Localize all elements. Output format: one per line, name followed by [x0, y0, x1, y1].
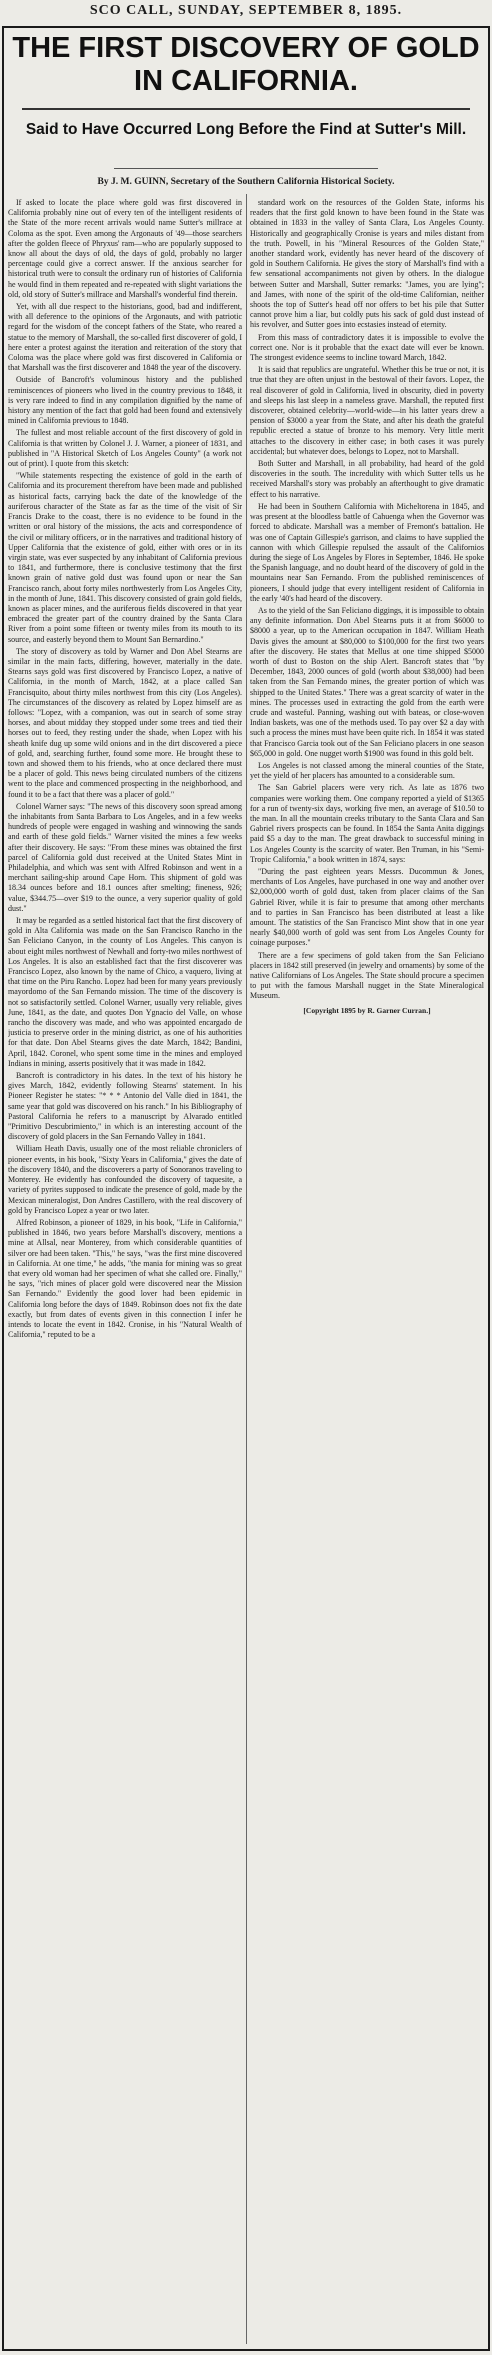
paragraph: The story of discovery as told by Warner and Don Abel Stearns are similar in the main facts, differing, however, materially in the date. Stearns says gold was first discovered by Francisco Lopez, a native of California, in the month of March, 1842, at a place called San Francisquito, about thirty miles northwest from this city (Los Angeles). The circumstances of the discovery as related by Lopez himself are as follows: "Lopez, with a companion, was out in search of some stray horses, and about midday they stopped under some trees and tied their horses out to feed, they resting under the shade, when Lopez with his sheath knife dug up some wild onions and in the dirt discovered a piece of gold, and, searching further, found some more. He brought these to town and showed them to his friends, who at once declared there must be a placer of gold. This news being circulated numbers of the citizens went to the place and commenced prospecting in the neighborhood, and found it to be a fact that there was a placer of gold.": [8, 646, 242, 799]
paragraph: Yet, with all due respect to the historians, good, bad and indifferent, with all deference to the opinions of the Argonauts, and with patriotic regard for the wisdom of the concept fathers of the State, who reared a statue to the memory of Marshall, the so-called first discoverer of gold, I here enter a protest against the iteration and reiteration of the story that Coloma was the place where gold was first discovered in California or that Marshall was the first discoverer and 1848 the year of the discovery.: [8, 302, 242, 373]
paragraph: Alfred Robinson, a pioneer of 1829, in his book, "Life in California," published in 1846, two years before Marshall's discovery, mentions a mine at Allsal, near Monterey, from which considerable quantities of silver ore had been taken. "This," he says, "was the first mine discovered in California. At one time," he adds, "the mania for mining was so great that every old woman had her specimen of what she called ore. Finally," he says, "rich mines of placer gold were discovered near the Mission San Fernando." Evidently the good lover had been epidemic in California long before the days of 1849. Robinson does not fix the date exactly, but from dates of events given in this connection I infer he intends to locate the event in 1842. Cronise, in his "Natural Wealth of California," reputed to be a: [8, 1217, 242, 1340]
subheadline-rule: [114, 168, 378, 169]
paragraph: He had been in Southern California with Micheltorena in 1845, and was present at the bloodless battle of Cahuenga when the Governor was forced to abdicate. Marshall was a member of Fremont's battalion. He was one of Captain Gillespie's garrison, and claims to have supplied the cannon with which Gillespie repulsed the assault of the Californios during the siege of Los Angeles by Flores in September, 1846. He spoke the Spanish language, and no doubt heard of the discovery of gold in the mountains near San Fernando. From the published reminiscences of pioneers, I should judge that every intelligent resident of California in the early '40's had heard of the discovery.: [250, 501, 484, 603]
copyright-notice: [Copyright 1895 by R. Garner Curran.]: [303, 1005, 431, 1015]
paragraph: From this mass of contradictory dates it is impossible to evolve the correct one. Nor is it probable that the exact date will ever be known. The strongest evidence seems to incline toward March, 1842.: [250, 332, 484, 363]
headline-rule: [22, 108, 470, 110]
headline: THE FIRST DISCOVERY OF GOLD IN CALIFORNIA.: [12, 32, 480, 97]
subheadline: Said to Have Occurred Long Before the Find at Sutter's Mill.: [25, 121, 467, 138]
paragraph: Outside of Bancroft's voluminous history and the published reminiscences of pioneers who lived in the country previous to 1848, it is very rare indeed to find in any compilation dignified by the name of history any mention of the fact that gold had been found and extensively mined in California previous to 1848.: [8, 375, 242, 426]
paragraph: Bancroft is contradictory in his dates. In the text of his history he gives March, 1842, evidently following Stearns' statement. In his Pioneer Register he states: "* * * Antonio del Valle died in 1841, the same year that gold was discovered on his ranch." In his Bibliography of Pastoral California he refers to a manuscript by Alvarado entitled "Primitivo Descubrimiento," in which is an interesting account of the discovery of gold placers in the San Fernando Valley in 1841.: [8, 1071, 242, 1142]
paragraph: It may be regarded as a settled historical fact that the first discovery of gold in Alta California was made on the San Francisco Rancho in the San Feliciano Canyon, in the county of Los Angeles. This canyon is about eight miles northwest of Newhall and forty-two miles northwest of Los Angeles. It is also an established fact that the first discoverer was Francisco Lopez, also known by the name of Chico, a vaquero, living at that time on the Piru Rancho. Lopez had been for many years previously mayordomo of the San Fernando mission. The time of the discovery is not so satisfactorily settled. Colonel Warner, usually very reliable, gives June, 1841, as the date, and quotes Don Ygnacio del Valle, on whose rancho the discovery was made, and who was appointed encargado de justicia to preserve order in the mining district, as one of his authorities for that date. Don Abel Stearns gives the date March, 1842; Bandini, April, 1842. Coronel, who spent some time in the mines and employed Indians in mining, asserts positively that it was made in 1842.: [8, 916, 242, 1068]
paragraph: standard work on the resources of the Golden State, informs his readers that the first gold known to have been found in the State was obtained in 1833 in the valley of Santa Clara, Los Angeles County. Historically and geographically Cronise is years and miles distant from the truth. Powell, in his "Mineral Resources of the Golden State," another standard work, evidently has never heard of the discovery of gold in Southern California. He gives the story of Marshall's find with a few sensational accompaniments not given by others. In the dialogue between Sutter and Marshall, Sutter remarks: "James, you are lying"; and James, with none of the spirit of the old-time Californian, neither shoots the top of Sutter's head off nor offers to bet his pile that Sutter cannot prove him a liar, but coldly puts his sack of gold dust instead of his revolver, and Sutter goes into ecstasies instead of eternity.: [250, 198, 484, 330]
left-column: [8, 198, 242, 2343]
paragraph: William Heath Davis, usually one of the most reliable chroniclers of pioneer events, in his book, "Sixty Years in California," gives the date of the discovery 1840, and the discoverers a party of Sonoranos traveling to Monterey. He evidently has confounded the discovery of taquesite, a variety of pyrites supposed to indicate the presence of gold, made by the Mexican mineralogist, Don Andres Castillero, with the real discovery of gold by Francisco Lopez a year or two later.: [8, 1144, 242, 1215]
paragraph: Both Sutter and Marshall, in all probability, had heard of the gold discoveries in the south. The incredulity with which Sutter tells us he received Marshall's story was probably an afterthought to give dramatic effect to his narrative.: [250, 459, 484, 499]
column-divider: [246, 194, 247, 2344]
paragraph: If asked to locate the place where gold was first discovered in California probably nine out of every ten of the intelligent residents of the State of the more recent arrivals would name Sutter's millrace at Coloma as the spot. Even among the Argonauts of '49—those searchers after the golden fleece of Phryxus' ram—who are popularly supposed to know all about the days of old, the days of gold, probably no larger percentage could give a correct answer. If the anxious searcher for historical truth were to consult the ordinary run of histories of California he would find in them repeated and re-repeated with slight variations the old, old story of Sutter's millrace and Marshall's wonderful find therein.: [8, 198, 242, 299]
paragraph: Los Angeles is not classed among the mineral counties of the State, yet the yield of her placers has amounted to a considerable sum.: [250, 760, 484, 781]
paragraph: It is said that republics are ungrateful. Whether this be true or not, it is true that they are often unjust in the bestowal of their favors. Lopez, the real discoverer of gold in California, lived in obscurity, died in poverty and sleeps his last sleep in a nameless grave. Marshall, the reputed first discoverer, obtained celebrity—world-wide—in his latter years drew a pension of $3000 a year from the State, and after his death the grateful republic erected a statue of bronze to his memory. Very little merit attaches to the discovery in either case; in both cases it was purely accidental; but whatever does, belongs to Lopez, not to Marshall.: [250, 365, 484, 456]
right-column: [250, 198, 484, 2343]
paragraph: "While statements respecting the existence of gold in the earth of California and its procurement therefrom have been made and published as historical facts, carrying back the date of the knowledge of the auriferous character of the State as far as the time of the visit of Sir Francis Drake to the coast, there is no evidence to be found in the written or oral history of the missions, the acts and correspondence of the civil or military officers, or in the narratives and traditional history of Upper California that the existence of gold, either with ores or in its virgin state, was ever suspected by any inhabitant of California previous to 1841, and furthermore, there is conclusive testimony that the first known grain of native gold dust was found upon or near the San Francisco ranch, about forty miles northwesterly from Los Angeles City, in the month of June, 1841. This discovery consisted of grain gold fields, known as placer mines, and the auriferous fields discovered in that year embraced the greater part of the country drained by the Santa Clara River from a point some fifteen or twenty miles from its mouth to its source, and easterly beyond them to Mount San Bernardino.": [8, 471, 242, 644]
paragraph: The fullest and most reliable account of the first discovery of gold in California is that written by Colonel J. J. Warner, a pioneer of 1831, and published in "A Historical Sketch of Los Angeles County" (a work not out of print). I quote from this sketch:: [8, 428, 242, 469]
paragraph: As to the yield of the San Feliciano diggings, it is impossible to obtain any definite information. Don Abel Stearns puts it at from $6000 to $8000 a year, up to the American occupation in 1847. William Heath Davis gives the amount at $80,000 to $100,000 for the first two years after the discovery. He states that Mellus at one time shipped $5000 worth of dust to Boston on the ship Alert. Bancroft states that "by December, 1843, 2000 ounces of gold (worth about $38,000) had been taken from the San Fernando mines, the greater portion of which was shipped to the United States." There was a great scarcity of water in the mines. The processes used in extracting the gold from the earth were crude and wasteful. Panning, washing out with bateas, or close-woven Indian baskets, was one of the methods used. To pay over $2 a day with such a process the mines must have been quite rich. In 1854 it was stated that Francisco Garcia took out of the San Feliciano placers in one season $65,000 in gold. One nugget worth $1900 was found in this gold belt.: [250, 605, 484, 758]
article-frame: [2, 26, 490, 2351]
paragraph: "During the past eighteen years Messrs. Ducommun & Jones, merchants of Los Angeles, have purchased in one way and another over $2,000,000 worth of gold dust, taken from placer claims of the San Gabriel River, while it is fair to presume that among other merchants and to parties in San Francisco has been distributed at least a like amount. The statistics of the San Francisco Mint show that in one year nearly $40,000 worth of gold was sent from Los Angeles County for coinage purposes.": [250, 867, 484, 948]
paragraph: There are a few specimens of gold taken from the San Feliciano placers in 1842 still preserved (in jewelry and ornaments) by some of the native Californians of Los Angeles. The State should procure a specimen to put with the famous Marshall nugget in the State Mineralogical Museum.: [250, 950, 484, 1001]
paragraph: The San Gabriel placers were very rich. As late as 1876 two companies were working them. One company reported a yield of $1365 for a run of twenty-six days, working five men, an average of $10.50 to the man. In all the mountain creeks tributary to the Santa Clara and San Gabriel rivers prospects can be found. In 1854 the Santa Anita diggings paid $5 a day to the man. The great drawback to successful mining in Los Angeles County is the scarcity of water. Ben Truman, in his "Semi-Tropic California," a book written in 1874, says:: [250, 783, 484, 864]
byline: By J. M. GUINN, Secretary of the Southern California Historical Society.: [97, 177, 395, 187]
masthead: SCO CALL, SUNDAY, SEPTEMBER 8, 1895.: [89, 3, 403, 18]
paragraph: Colonel Warner says: "The news of this discovery soon spread among the inhabitants from Santa Barbara to Los Angeles, and in a few weeks hundreds of people were engaged in washing and winnowing the sands and earth of these gold fields." Warner visited the mines a few weeks after their discovery. He says: "From these mines was obtained the first parcel of California gold dust received at the United States Mint in Philadelphia, and which was sent with Alfred Robinson and went in a merchant sailing-ship around Cape Horn. This shipment of gold was 18.34 ounces before and 18.1 ounces after smelting; fineness, 926; value, $344.75—over $19 to the ounce, a very superior quality of gold dust.": [8, 801, 242, 913]
